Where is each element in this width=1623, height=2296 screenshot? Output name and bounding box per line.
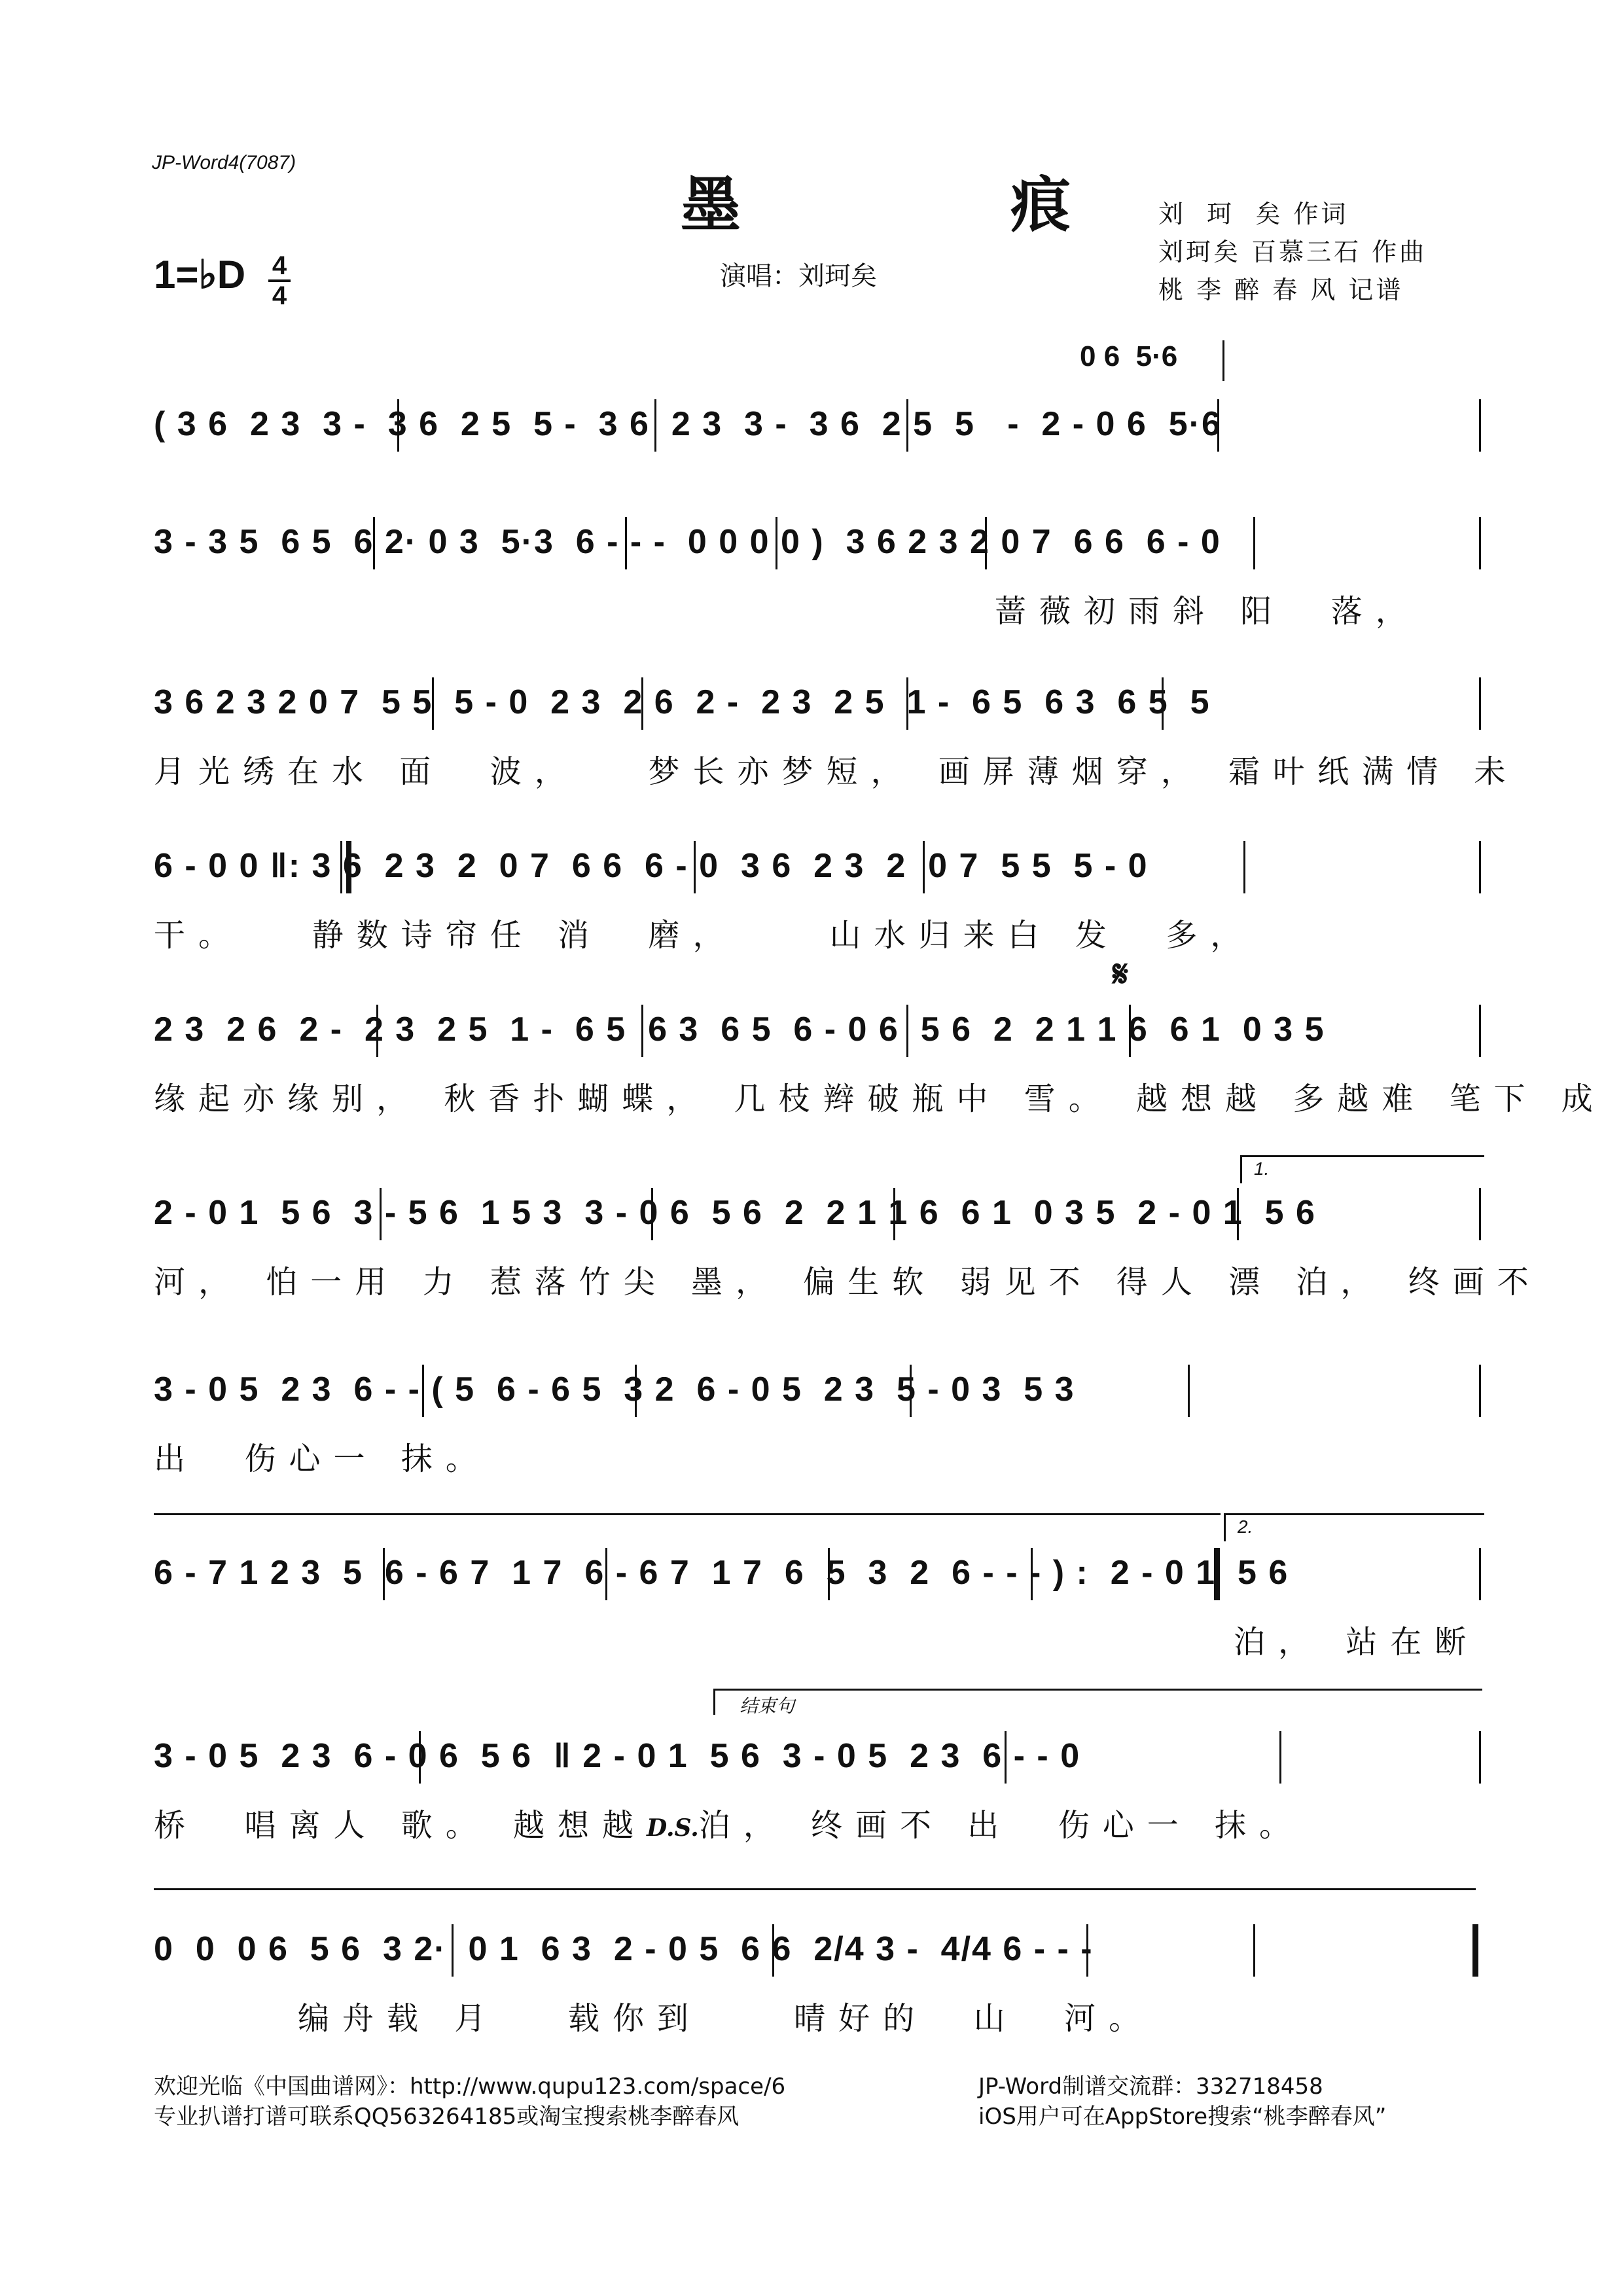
notes-row-5: 2 3 2 6 2 - 2 3 2 5 1 - 6 5 6 3 6 5 6 - 0 6 5 6 2 2 1 1 6 6 1 0 3 5 xyxy=(154,1011,1325,1049)
lyrics-row-9 xyxy=(154,1800,1304,1845)
lyrics-row-2: 蔷薇初雨斜 阳 落， xyxy=(995,593,1420,630)
lyricist-credit: 刘 珂 矣 作词 xyxy=(1158,200,1349,228)
footer xyxy=(154,2072,1482,2132)
notes-row-10: 0 0 0 6 5 6 3 2· 0 1 6 3 2 - 0 5 6 6 2/4 3 - 4/4 6 - - - xyxy=(154,1930,1094,1968)
system-line-8 xyxy=(154,1513,1221,1515)
composer-credit: 刘珂矣 百慕三石 作曲 xyxy=(1158,238,1427,266)
ending-bracket xyxy=(713,1689,1482,1691)
pickup-barline xyxy=(1222,340,1224,381)
lyrics-row-9-b: 泊， 终画不 出 伤心一 抹。 xyxy=(698,1807,1304,1844)
ds-mark: D.S. xyxy=(647,1814,699,1842)
notes-row-8: 6 - 7 1 2 3 5 6 - 6 7 1 7 6 - 6 7 1 7 6 5 3 2 6 - - - ) : 2 - 0 1 5 6 xyxy=(154,1554,1289,1592)
notes-row-2: 3 - 3 5 6 5 6 2· 0 3 5·3 6 - - - 0 0 0 0 ) 3 6 2 3 2 0 7 6 6 6 - 0 xyxy=(154,523,1221,561)
notes-row-3: 3 6 2 3 2 0 7 5 5 5 - 0 2 3 2 6 2 - 2 3 2 5 1 - 6 5 6 3 6 5 5 xyxy=(154,683,1211,721)
lyrics-row-6: 河， 怕一用 力 惹落竹尖 墨， 偏生软 弱见不 得人 漂 泊， 终画不 xyxy=(154,1264,1542,1300)
footer-website: 欢迎光临《中国曲谱网》：http://www.qupu123.com/space/6 xyxy=(154,2073,786,2100)
pickup-notes: 0 6 5·6 xyxy=(1080,340,1178,372)
footer-ios: iOS用户可在AppStore搜索“桃李醉春风” xyxy=(978,2104,1387,2130)
footer-right xyxy=(978,2072,1386,2132)
ending-label: 结束句 xyxy=(740,1695,795,1717)
lyrics-row-4: 干。 静数诗帘任 消 磨， 山水归来白 发 多， xyxy=(154,917,1255,954)
lyrics-row-9-a: 桥 唱离人 歌。 越想越 xyxy=(154,1807,647,1844)
time-signature-top: 4 xyxy=(272,251,287,280)
notes-row-9: 3 - 0 5 2 3 6 - 0 6 5 6 ‖ 2 - 0 1 5 6 3 - 0 5 2 3 6 - - 0 xyxy=(154,1737,1081,1775)
notes-row-4: 6 - 0 0 ‖: 3 6 2 3 2 0 7 6 6 6 - 0 3 6 2 3 2 0 7 5 5 5 - 0 xyxy=(154,847,1149,885)
time-signature xyxy=(268,252,291,310)
lyrics-row-5: 缘起亦缘别， 秋香扑蝴蝶， 几枝辫破瓶中 雪。 越想越 多越难 笔下 成 xyxy=(154,1081,1606,1117)
footer-group: JP-Word制谱交流群：332718458 xyxy=(978,2073,1323,2100)
segno-sign: 𝄋 xyxy=(1113,952,1129,996)
song-title: 墨 痕 xyxy=(681,170,1196,240)
transcriber-credit: 桃 李 醉 春 风 记谱 xyxy=(1158,276,1404,304)
credits-block xyxy=(1158,195,1427,309)
volta-2-label: 2. xyxy=(1238,1516,1253,1537)
system-line-10 xyxy=(154,1888,1476,1890)
singer-line: 演唱：刘珂矣 xyxy=(720,261,877,291)
footer-contact: 专业扒谱打谱可联系QQ563264185或淘宝搜索桃李醉春风 xyxy=(154,2104,740,2130)
source-label: JP-Word4(7087) xyxy=(152,152,296,173)
lyrics-row-10: 编舟载 月 载你到 晴好的 山 河。 xyxy=(298,2000,1154,2037)
lyrics-row-7: 出 伤心一 抹。 xyxy=(154,1441,490,1477)
time-signature-bottom: 4 xyxy=(272,281,287,310)
notes-row-6: 2 - 0 1 5 6 3 - 5 6 1 5 3 3 - 0 6 5 6 2 2 1 1 6 6 1 0 3 5 2 - 0 1 5 6 xyxy=(154,1194,1316,1232)
volta-1 xyxy=(1240,1155,1484,1183)
notes-row-7: 3 - 0 5 2 3 6 - - ( 5 6 - 6 5 3 2 6 - 0 5 2 3 5 - 0 3 5 3 xyxy=(154,1371,1075,1408)
lyrics-row-3: 月光绣在水 面 波， 梦长亦梦短， 画屏薄烟穿， 霜叶纸满情 未 xyxy=(154,753,1519,790)
lyrics-row-8: 泊， 站在断 xyxy=(1234,1624,1480,1660)
volta-1-label: 1. xyxy=(1254,1158,1270,1179)
volta-2 xyxy=(1224,1513,1484,1541)
notes-row-1: ( 3 6 2 3 3 - 3 6 2 5 5 - 3 6 2 3 3 - 3 6 2 5 5 - 2 - 0 6 5·6 xyxy=(154,405,1222,443)
key-signature: 1=♭D xyxy=(154,253,246,296)
